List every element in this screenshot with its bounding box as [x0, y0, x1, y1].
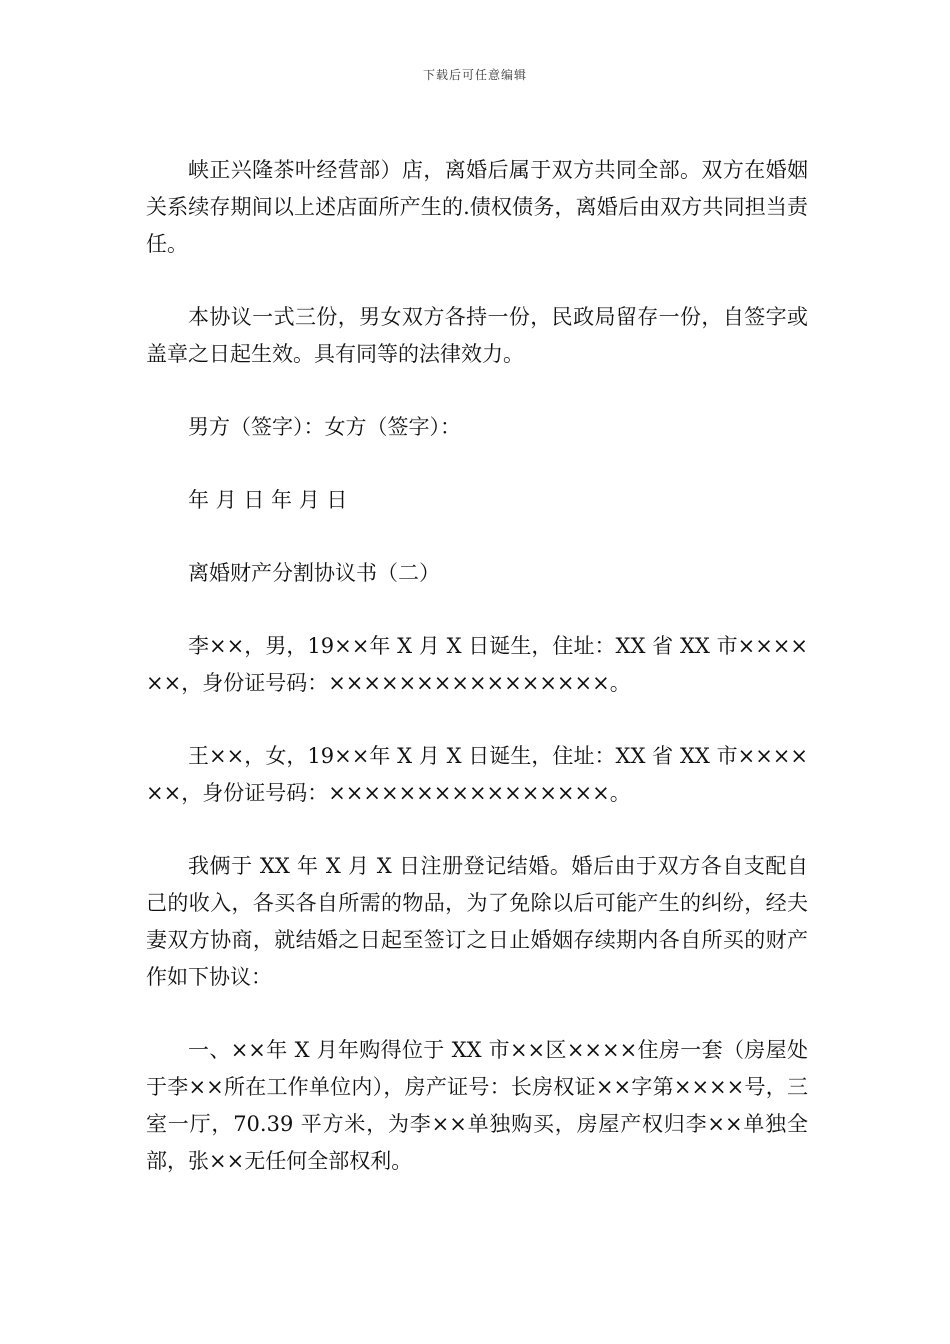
section-title: 离婚财产分割协议书（二） [188, 561, 440, 585]
paragraph-agreement-intro: 我俩于 XX 年 X 月 X 日注册登记结婚。婚后由于双方各自支配自己的收入，各买各自所需的物品，为了免除以后可能产生的纠纷，经夫妻双方协商，就结婚之日起至签订之日止婚姻存续期内各自所买的财产作如下协议： [146, 854, 808, 989]
document-body [146, 152, 808, 1216]
paragraph-dates: 年 月 日 年 月 日 [188, 488, 348, 512]
paragraph-copies-clause: 本协议一式三份，男女双方各持一份，民政局留存一份，自签字或盖章之日起生效。具有同等的法律效力。 [146, 305, 808, 366]
paragraph-party-male: 李××，男，19××年 X 月 X 日诞生，住址：XX 省 XX 市××××××，身份证号码：××××××××××××××××。 [146, 634, 808, 695]
paragraph-party-female: 王××，女，19××年 X 月 X 日诞生，住址：XX 省 XX 市××××××，身份证号码：××××××××××××××××。 [146, 744, 808, 805]
paragraph-debt-clause: 峡正兴隆茶叶经营部）店，离婚后属于双方共同全部。双方在婚姻关系续存期间以上述店面所产生的.债权债务，离婚后由双方共同担当责任。 [146, 158, 808, 256]
header-note: 下载后可任意编辑 [422, 68, 527, 82]
paragraph-clause-one: 一、××年 X 月年购得位于 XX 市××区××××住房一套（房屋处于李××所在工作单位内），房产证号：长房权证××字第××××号，三室一厅，70.39 平方米，为李××单独购买，房屋产权归李××单独全部，张××无任何全部权利。 [146, 1038, 808, 1173]
paragraph-signatures: 男方（签字）：女方（签字）： [188, 415, 461, 439]
